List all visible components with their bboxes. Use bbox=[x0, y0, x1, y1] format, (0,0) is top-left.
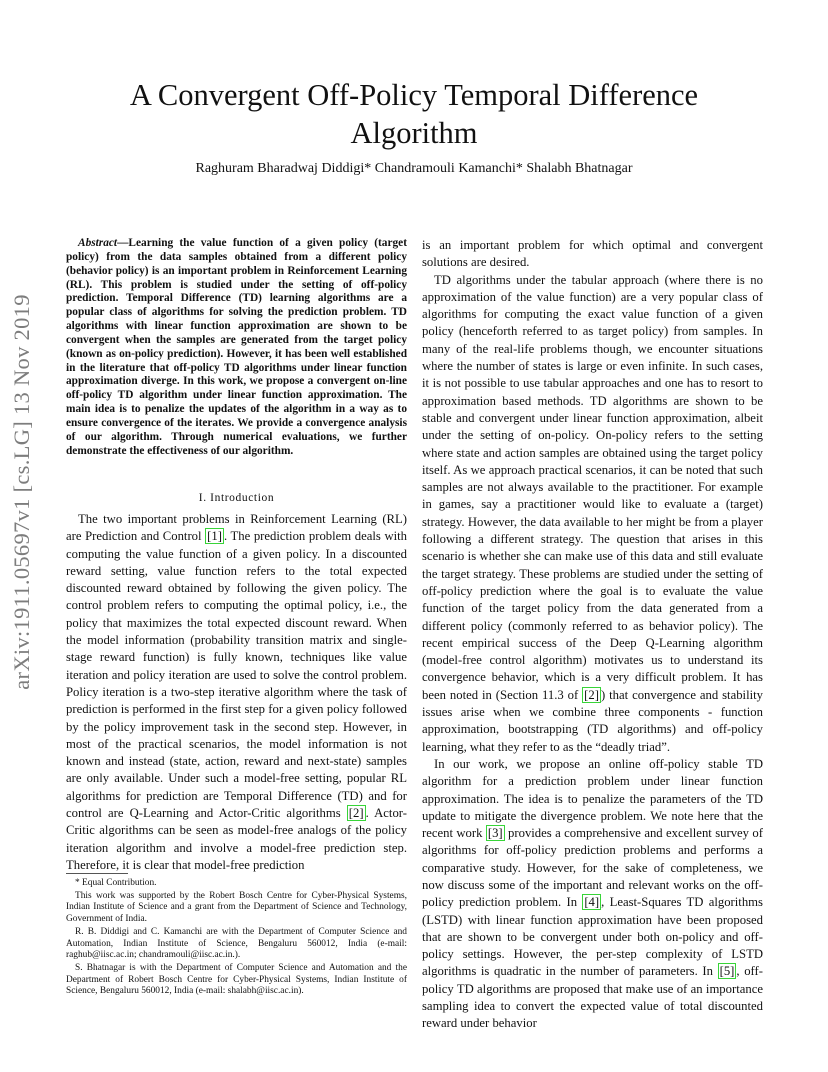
paper-title: A Convergent Off-Policy Temporal Difference Algorithm bbox=[129, 78, 699, 150]
arxiv-stamp-text: arXiv:1911.05697v1 [cs.LG] 13 Nov 2019 bbox=[9, 294, 34, 690]
citation-link[interactable]: [2] bbox=[584, 687, 599, 702]
body-text: provides a comprehensive and excellent survey of algorithms for off-policy prediction problems and performs a comparative study. However, for the sake of completeness, we now discuss some of the important and relevant works on the off-policy prediction problem. In bbox=[422, 826, 763, 910]
author-list: Raghuram Bharadwaj Diddigi* Chandramouli Kamanchi* Shalabh Bhatnagar bbox=[195, 161, 633, 176]
citation-link[interactable]: [4] bbox=[584, 895, 600, 910]
right-paragraph-0: is an important problem for which optimal and convergent solutions are desired. bbox=[422, 238, 763, 270]
footnote-divider bbox=[66, 873, 128, 874]
body-text: , off-policy TD algorithms are proposed that make use of an importance sampling idea to convert the expected value of total discounted reward under behavior bbox=[422, 964, 763, 1031]
citation-link[interactable]: [5] bbox=[719, 964, 735, 979]
intro-text: . Actor-Critic algorithms can be seen as model-free analogs of the policy iteration algorithm and involve a model-free prediction step. Therefore, it is clear that model-free prediction bbox=[66, 806, 407, 872]
body-text: In our work, we propose an online off-policy stable TD algorithm for a prediction problem under linear function approximation. The idea is to penalize the parameters of the TD update to mitigate the divergence problem. We note here that the recent work bbox=[422, 756, 763, 841]
intro-text: The two important problems in Reinforcement Learning (RL) are Prediction and Control bbox=[66, 512, 407, 544]
citation-link[interactable]: [1] bbox=[207, 529, 222, 544]
section-heading-introduction: I. Introduction bbox=[198, 492, 275, 504]
intro-text: . The prediction problem deals with computing the value function of a given policy. In a discounted reward setting, value function refers to the total expected discounted reward obtained by following the given policy. The control problem refers to computing the optimal policy, i.e., the policy that maximizes the total expected discount reward. When the model information (probability transition matrix and single-stage reward function) is fully known, techniques like value iteration and policy iteration are used to solve the control problem. Policy iteration is a two-step iterative algorithm where the task of prediction is performed in the first step for a given policy followed by the policy improvement task in the second step. However, in most of the practical scenarios, the model information is not known and instead (state, action, reward and next-state) samples are only available. Under such a model-free setting, popular RL algorithms for prediction are Temporal Difference (TD) and for control are Q-Learning and Actor-Critic algorithms bbox=[66, 529, 407, 821]
intro-paragraph-1 bbox=[66, 511, 407, 874]
right-column-body bbox=[422, 237, 763, 1033]
arxiv-stamp bbox=[2, 282, 42, 702]
citation-link[interactable]: [2] bbox=[348, 806, 364, 821]
citation-link[interactable]: [3] bbox=[487, 826, 503, 841]
abstract bbox=[66, 237, 407, 459]
abstract-label: Abstract bbox=[78, 237, 118, 249]
body-text: , Least-Squares TD algorithms (LSTD) with linear function approximation have been proposed that are shown to be convergent under both on-policy and off-policy settings. However, the per-step complexity of LSTD algorithms is quadratic in the number of parameters. In bbox=[422, 895, 763, 979]
right-paragraph-2 bbox=[422, 756, 763, 1033]
body-text: TD algorithms under the tabular approach (where there is no approximation of the value function) are a very popular class of algorithms for computing the exact value function of a given policy (henceforth referred to as target policy) from samples. In many of the real-life problems though, we encounter situations where the number of states is large or even infinite. In such cases, it is not possible to use tabular approaches and one has to resort to approximation based methods. TD algorithms are shown to be stable and convergent under linear function approximation, albeit under the setting of on-policy. On-policy refers to the setting where state and action samples are obtained using the target policy itself. As we approach practical scenarios, it can be noted that such samples are not always available to the practitioner. For example in games, say a practitioner would like to evaluate a (target) strategy. However, the data available to her might be from a player following a different strategy. The question that arises in this scenario is whether she can make use of this data and still evaluate the target strategy. These problems are studied under the setting of off-policy prediction where the goal is to evaluate the value function of the target policy from the data generated from a different policy (commonly referred to as behavior policy). The recent empirical success of the Deep Q-Learning algorithm (model-free control algorithm) motivates us to understand its convergence behavior, which is a very difficult problem. It has been noted in (Section 11.3 of bbox=[422, 272, 763, 702]
footnote: S. Bhatnagar is with the Department of Computer Science and Automation and the Department of Robert Bosch Centre for Cyber-Physical Systems, Indian Institute of Science, Bengaluru 560012, India (e-mail: shalabh@iisc.ac.in). bbox=[66, 962, 407, 997]
footnote: R. B. Diddigi and C. Kamanchi are with the Department of Computer Science and Automation, Indian Institute of Science, Bengaluru 560012, India (e-mail: raghub@iisc.ac.in; chandramouli@iisc.ac.in.). bbox=[66, 926, 407, 961]
body-text: ) that convergence and stability issues arise when we combine three components - function approximation, bootstrapping (TD algorithms) and off-policy learning, what they refer to as the “deadly triad”. bbox=[422, 687, 764, 754]
abstract-text: —Learning the value function of a given policy (target policy) from the data samples obtained from a different policy (behavior policy) is an important problem in Reinforcement Learning (RL). This problem is studied under the setting of off-policy prediction. Temporal Difference (TD) learning algorithms are a popular class of algorithms for solving the prediction problem. TD algorithms with linear function approximation are shown to be convergent when the samples are generated from the target policy (known as on-policy prediction). However, it has been well established in the literature that off-policy TD algorithms under linear function approximation diverge. In this work, we propose a convergent on-line off-policy TD algorithm under linear function approximation. The main idea is to penalize the updates of the algorithm in a way as to ensure convergence of the iterates. We provide a convergence analysis of our algorithm. Through numerical evaluations, we further demonstrate the effectiveness of our algorithm. bbox=[66, 237, 407, 457]
footnotes bbox=[66, 878, 407, 999]
right-paragraph-1 bbox=[422, 272, 763, 756]
footnote: This work was supported by the Robert Bosch Centre for Cyber-Physical Systems, Indian Institute of Science and a grant from the Department of Science and Technology, Government of India. bbox=[66, 890, 407, 925]
footnote: * Equal Contribution. bbox=[75, 878, 157, 888]
